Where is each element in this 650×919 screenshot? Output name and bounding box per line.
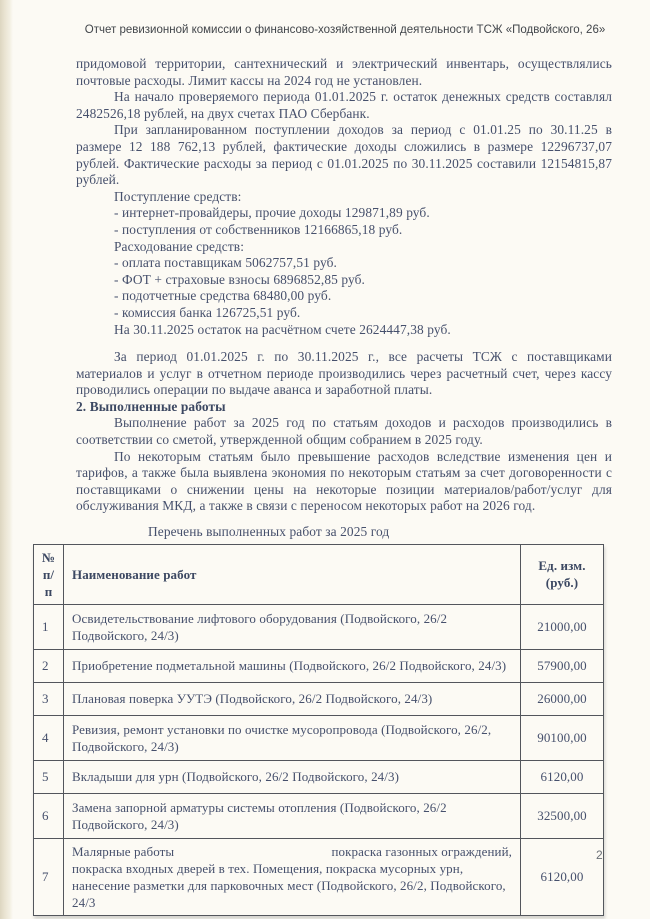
work-name: Замена запорной арматуры системы отопления (Подвойского, 26/2 Подвойского, 24/3) [64, 793, 521, 838]
expense-item: - подотчетные средства 68480,00 руб. [114, 288, 332, 304]
work-name: Плановая поверка УУТЭ (Подвойского, 26/2 Подвойского, 24/3) [64, 682, 521, 715]
page-number: 2 [596, 848, 603, 862]
expense-item: - ФОТ + страховые взносы 6896852,85 руб. [114, 271, 365, 287]
work-cost: 90100,00 [521, 715, 604, 760]
row-number: 6 [34, 793, 64, 838]
expense-item: - оплата поставщикам 5062757,51 руб. [114, 255, 337, 271]
table-row [34, 604, 604, 649]
work-cost: 57900,00 [521, 649, 604, 682]
paragraph-inventory: придомовой территории, сантехнический и электрический инвентарь, осуществлялись почтовые расходы. Лимит кассы на 2024 год не установлен. [76, 56, 612, 88]
page-header: Отчет ревизионной комиссии о финансово-хозяйственной деятельности ТСЖ «Подвойского, 26» [84, 24, 606, 36]
work-cost: 32500,00 [521, 793, 604, 838]
work-cost: 26000,00 [521, 682, 604, 715]
column-header-work-name: Наименование работ [64, 544, 521, 604]
works-table-title: Перечень выполненных работ за 2025 год [148, 524, 390, 540]
scan-edge-shadow [0, 0, 13, 919]
column-header-unit: Ед. изм. (руб.) [521, 544, 604, 604]
work-name: Вкладыши для урн (Подвойского, 26/2 Подвойского, 24/3) [64, 760, 521, 793]
work-cost: 6120,00 [521, 838, 604, 915]
row-number: 1 [34, 604, 64, 649]
table-row [34, 838, 604, 915]
section-2-heading: 2. Выполненные работы [76, 398, 226, 414]
work-cost: 21000,00 [521, 604, 604, 649]
table-row [34, 760, 604, 793]
row-number: 7 [34, 838, 64, 915]
row-number: 2 [34, 649, 64, 682]
works-table [33, 544, 604, 916]
income-item: - поступления от собственников 12166865,18 руб. [114, 221, 403, 237]
income-label: Поступление средств: [114, 188, 242, 204]
income-item: - интернет-провайдеры, прочие доходы 129871,89 руб. [114, 205, 430, 221]
expense-label: Расходование средств: [114, 238, 245, 254]
expense-item: - комиссия банка 126725,51 руб. [114, 304, 301, 320]
work-name: Приобретение подметальной машины (Подвойского, 26/2 Подвойского, 24/3) [64, 649, 521, 682]
work-name: Освидетельствование лифтового оборудования (Подвойского, 26/2 Подвойского, 24/3) [64, 604, 521, 649]
paragraph-settlements: За период 01.01.2025 г. по 30.11.2025 г., все расчеты ТСЖ с поставщиками материалов и услуг в отчетном периоде производились через расчетный счет, через кассу проводились операции по выдаче аванса и заработной платы. [76, 349, 612, 398]
paragraph-cost-deviations: По некоторым статьям было превышение расходов вследствие изменения цен и тарифов, а также была выявлена экономия по некоторым статьям за счет договоренности с поставщиками о снижении цены на некоторые позиции материалов/работ/услуг для обслуживания МКД, а также в связи с переносом некоторых работ на 2026 год. [76, 448, 612, 514]
closing-balance-line: На 30.11.2025 остаток на расчётном счете 2624447,38 руб. [114, 321, 451, 337]
row-number: 3 [34, 682, 64, 715]
row-number: 5 [34, 760, 64, 793]
table-row [34, 682, 604, 715]
table-header-row [34, 544, 604, 604]
paragraph-income-expense-totals: При запланированном поступлении доходов за период с 01.01.25 по 30.11.25 в размере 12 188 762,13 рублей, фактические доходы сложились в размере 12296737,07 рублей. Фактические расходы за период с 01.01.2025 по 30.11.2025 составили 12154815,87 рублей. [76, 122, 612, 188]
paragraph-opening-balance: На начало проверяемого периода 01.01.2025 г. остаток денежных средств составлял 2482526,18 рублей, на двух счетах ПАО Сбербанк. [76, 89, 612, 121]
table-row [34, 715, 604, 760]
column-header-number: № п/п [34, 544, 64, 604]
table-row [34, 649, 604, 682]
table-row [34, 793, 604, 838]
row-number: 4 [34, 715, 64, 760]
work-name: Малярные работы покраска газонных ограждений, покраска входных дверей в тех. Помещения, покраска мусорных урн, нанесение разметки для парковочных мест (Подвойского, 26/2, Подвойского, 24/3 [64, 838, 521, 915]
work-name: Ревизия, ремонт установки по очистке мусоропровода (Подвойского, 26/2, Подвойского, 24/3) [64, 715, 521, 760]
paragraph-works-execution: Выполнение работ за 2025 год по статьям доходов и расходов производились в соответствии со сметой, утвержденной общим собранием в 2025 году. [76, 415, 612, 448]
work-cost: 6120,00 [521, 760, 604, 793]
document-body [42, 56, 612, 916]
